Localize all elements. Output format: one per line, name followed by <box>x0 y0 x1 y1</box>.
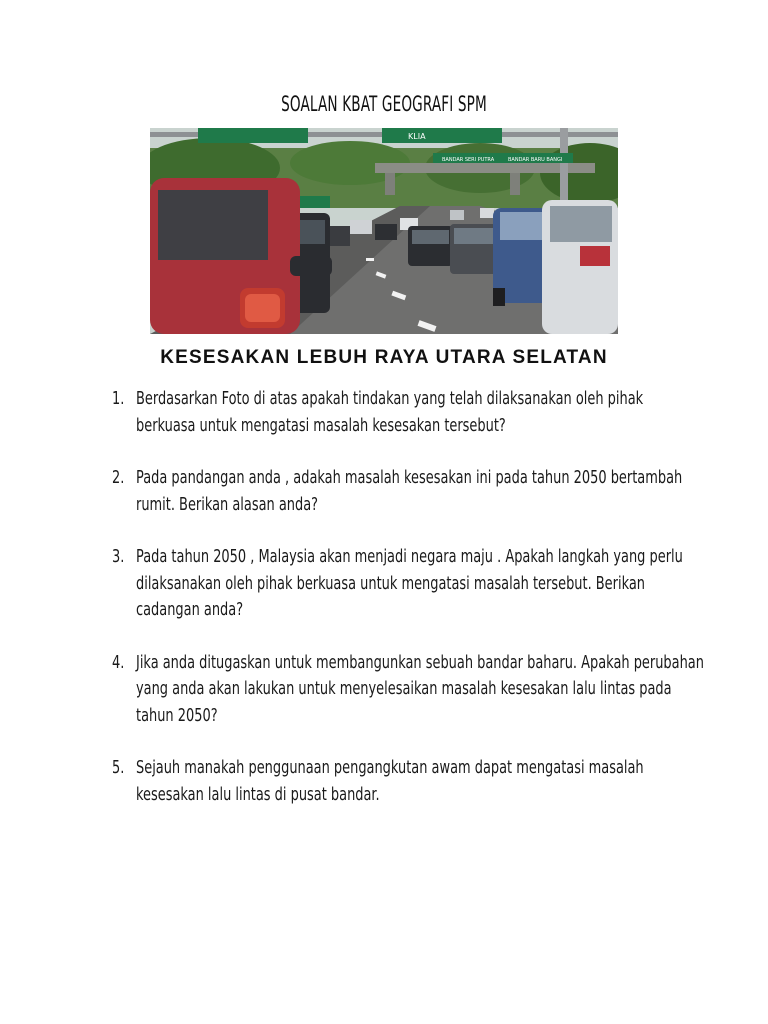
question-text-line: Jika anda ditugaskan untuk membangunkan sebuah bandar baharu. Apakah perubahan <box>136 652 704 673</box>
question-text-line: cadangan anda? <box>136 600 244 620</box>
question-number: 3. <box>112 547 125 567</box>
question-item <box>112 465 712 518</box>
question-item <box>112 650 712 730</box>
question-item <box>112 755 712 808</box>
question-item <box>112 386 712 439</box>
question-text-line: rumit. Berikan alasan anda? <box>136 494 319 515</box>
question-text-line: berkuasa untuk mengatasi masalah kesesakan tersebut? <box>136 415 506 436</box>
question-text-line: Berdasarkan Foto di atas apakah tindakan yang telah dilaksanakan oleh pihak <box>136 389 644 409</box>
question-list <box>112 386 712 808</box>
question-number: 5. <box>112 758 125 778</box>
question-number: 1. <box>112 389 125 409</box>
question-text-line: dilaksanakan oleh pihak berkuasa untuk mengatasi masalah tersebut. Berikan <box>136 573 645 594</box>
question-item <box>112 544 712 624</box>
question-text-line: Pada tahun 2050 , Malaysia akan menjadi negara maju . Apakah langkah yang perlu <box>136 547 683 567</box>
question-text-line: Pada pandangan anda , adakah masalah kesesakan ini pada tahun 2050 bertambah <box>136 468 683 488</box>
photo-caption: KESESAKAN LEBUH RAYA UTARA SELATAN <box>160 347 608 368</box>
document-title: SOALAN KBAT GEOGRAFI SPM <box>281 92 487 116</box>
question-text-line: tahun 2050? <box>136 705 218 726</box>
traffic-jam-photo <box>150 128 618 334</box>
sign-bandar-seri-putra-label: BANDAR SERI PUTRA <box>442 157 495 163</box>
sign-bandar-baru-bangi-label: BANDAR BARU BANGI <box>508 157 563 163</box>
question-text-line: Sejauh manakah penggunaan pengangkutan awam dapat mengatasi masalah <box>136 758 644 778</box>
question-number: 4. <box>112 652 125 673</box>
question-number: 2. <box>112 468 125 488</box>
traffic-jam-illustration <box>150 128 618 334</box>
sign-klia-label: KLIA <box>408 132 426 141</box>
question-text-line: yang anda akan lakukan untuk menyelesaikan masalah kesesakan lalu lintas pada <box>136 679 672 699</box>
question-text-line: kesesakan lalu lintas di pusat bandar. <box>136 784 380 805</box>
